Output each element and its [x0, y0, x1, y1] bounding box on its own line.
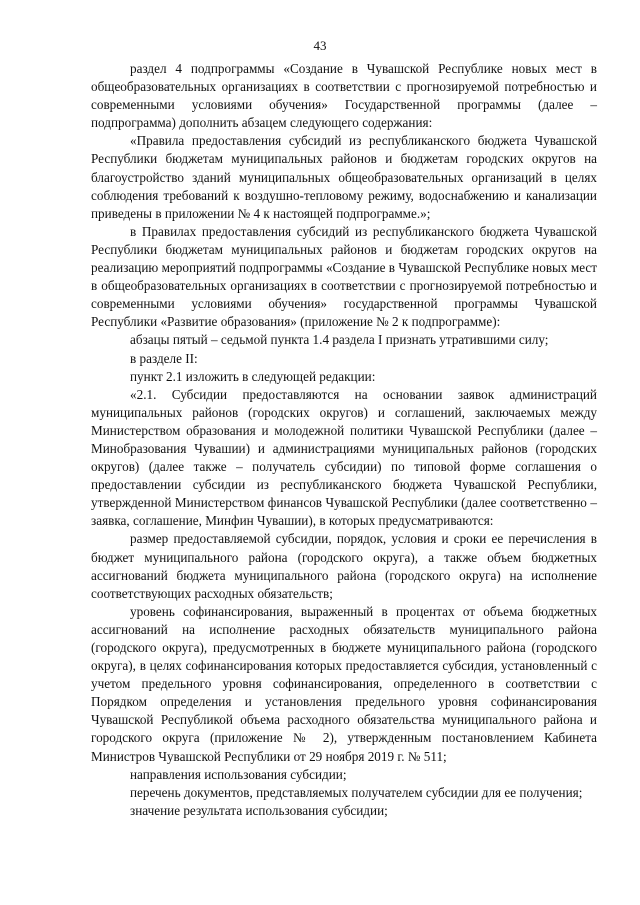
document-body [91, 60, 597, 820]
paragraph: перечень документов, представляемых получателем субсидии для ее получения; [130, 784, 583, 800]
paragraph: пункт 2.1 изложить в следующей редакции: [130, 368, 376, 384]
paragraph: уровень софинансирования, выраженный в процентах от объема бюджетных ассигнований на исполнение расходных обязательств муниципального района (городского округа), предусмотренных в бюджете муниципального района (городского округа), в целях софинансирования которых предоставляется субсидия, установленный с учетом предельного уровня софинансирования, определенного в соответствии с Порядком определения и установления предельного уровня софинансирования Чувашской Республикой объема расходного обязательства муниципального района и городского округа (приложение № 2), утвержденным постановлением Кабинета Министров Чувашской Республики от 29 ноября 2019 г. № 511; [91, 603, 597, 764]
paragraph: «2.1. Субсидии предоставляются на основании заявок администраций муниципальных районов (городских округов) и соглашений, заключаемых между Министерством образования и молодежной политики Чувашской Республики (далее – Минобразования Чувашии) и администрациями муниципальных районов (городских округов) (далее также – получатель субсидии) по типовой форме соглашения о предоставлении субсидии из республиканского бюджета Чувашской Республики, утвержденной Министерством финансов Чувашской Республики (далее соответственно – заявка, соглашение, Минфин Чувашии), в которых предусматриваются: [91, 386, 597, 529]
paragraph: в Правилах предоставления субсидий из республиканского бюджета Чувашской Республики бюджетам муниципальных районов и бюджетам городских округов на реализацию мероприятий подпрограммы «Создание в Чувашской Республике новых мест в общеобразовательных организациях в соответствии с прогнозируемой потребностью и современными условиями обучения» государственной программы Чувашской Республики «Развитие образования» (приложение № 2 к подпрограмме): [91, 223, 597, 330]
paragraph: в разделе II: [130, 350, 198, 366]
paragraph: размер предоставляемой субсидии, порядок, условия и сроки ее перечисления в бюджет муниципального района (городского округа), а также объем бюджетных ассигнований бюджета муниципального района (городского округа) на исполнение соответствующих расходных обязательств; [91, 531, 597, 601]
paragraph: «Правила предоставления субсидий из республиканского бюджета Чувашской Республики бюджетам муниципальных районов и бюджетам городских округов на благоустройство зданий муниципальных общеобразовательных организаций в целях соблюдения требований к воздушно-тепловому режиму, водоснабжению и канализации приведены в приложении № 4 к настоящей подпрограмме.»; [91, 133, 597, 221]
paragraph: раздел 4 подпрограммы «Создание в Чувашской Республике новых мест в общеобразовательных организациях в соответствии с прогнозируемой потребностью и современными условиями обучения» Государственной программы (далее – подпрограмма) дополнить абзацем следующего содержания: [91, 61, 597, 131]
paragraph: направления использования субсидии; [130, 766, 347, 782]
paragraph: абзацы пятый – седьмой пункта 1.4 раздела I признать утратившими силу; [130, 332, 549, 348]
paragraph: значение результата использования субсидии; [130, 802, 388, 818]
page-number: 43 [313, 38, 327, 53]
